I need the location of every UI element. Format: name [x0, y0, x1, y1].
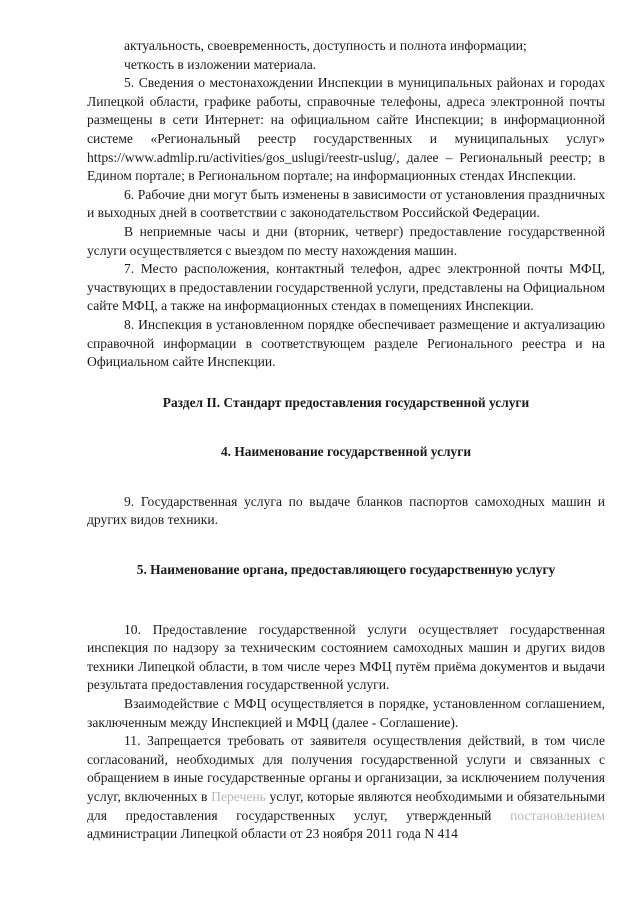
paragraph-relevance: актуальность, своевременность, доступность и полнота информации;: [124, 38, 527, 53]
subheading-authority: 5. Наименование органа, предоставляющего государственную услугу: [136, 562, 556, 578]
section-heading: Раздел II. Стандарт предоставления государственной услуги: [162, 394, 530, 410]
subheading-service-name: 4. Наименование государственной услуги: [220, 444, 472, 460]
document-body: [87, 37, 605, 844]
paragraph-11-link-list: Перечень: [211, 789, 266, 804]
paragraph-5: 5. Сведения о местонахождении Инспекции в муниципальных районах и городах Липецкой области, графике работы, справочные телефоны, адреса электронной почты размещены в сети Интернет: на официальном сайте Инспекции; в информационной системе «Региональный реестр государственных и муниципальных услуг» https://www.admlip.ru/activities/gos_uslugi/reestr-uslug/, далее – Региональный реестр; в Едином портале; в Региональном портале; на информационных стендах Инспекции.: [87, 75, 605, 184]
paragraph-8: 8. Инспекция в установленном порядке обеспечивает размещение и актуализацию справочной информации в соответствующем разделе Регионального реестра и на Официальном сайте Инспекции.: [87, 316, 605, 370]
paragraph-clarity: четкость в изложении материала.: [124, 56, 317, 72]
paragraph-6: 6. Рабочие дни могут быть изменены в зависимости от установления праздничных и выходных дней в соответствии с законодательством Российской Федерации.: [87, 186, 605, 221]
paragraph-11-link-decree: постановлением: [510, 807, 605, 823]
paragraph-non-reception-days: В неприемные часы и дни (вторник, четверг) предоставление государственной услуги осуществляется с выездом по месту нахождения машин.: [87, 223, 605, 258]
paragraph-mfc-interaction: Взаимодействие с МФЦ осуществляется в порядке, установленном соглашением, заключенным между Инспекцией и МФЦ (далее - Соглашение).: [87, 696, 605, 730]
paragraph-11-text-c: администрации Липецкой области от 23 ноября 2011 года N 414: [87, 826, 458, 842]
paragraph-11-text-a: 11. Запрещается требовать от заявителя осуществления действий, в том числе согласований, необходимых для получения государственной услуги и связанных с обращением в иные государственные органы и организации, за исключением получения услуг, включенных в: [87, 733, 605, 804]
paragraph-7: 7. Место расположения, контактный телефон, адрес электронной почты МФЦ, участвующих в предоставлении государственной услуги, представлены на Официальном сайте МФЦ, а также на информационных стендах в помещениях Инспекции.: [87, 261, 605, 314]
paragraph-10: 10. Предоставление государственной услуги осуществляет государственная инспекция по надзору за техническим состоянием самоходных машин и других видов техники Липецкой области, в том числе через МФЦ путём приёма документов и выдачи результата предоставления государственной услуги.: [87, 621, 605, 693]
paragraph-11: [87, 732, 605, 844]
paragraph-9: 9. Государственная услуга по выдаче бланков паспортов самоходных машин и других видов техники.: [87, 493, 605, 528]
paragraph-11-text-b: услуг, которые являются необходимыми и обязательными для предоставления государственных услуг, утвержденный: [87, 789, 605, 823]
